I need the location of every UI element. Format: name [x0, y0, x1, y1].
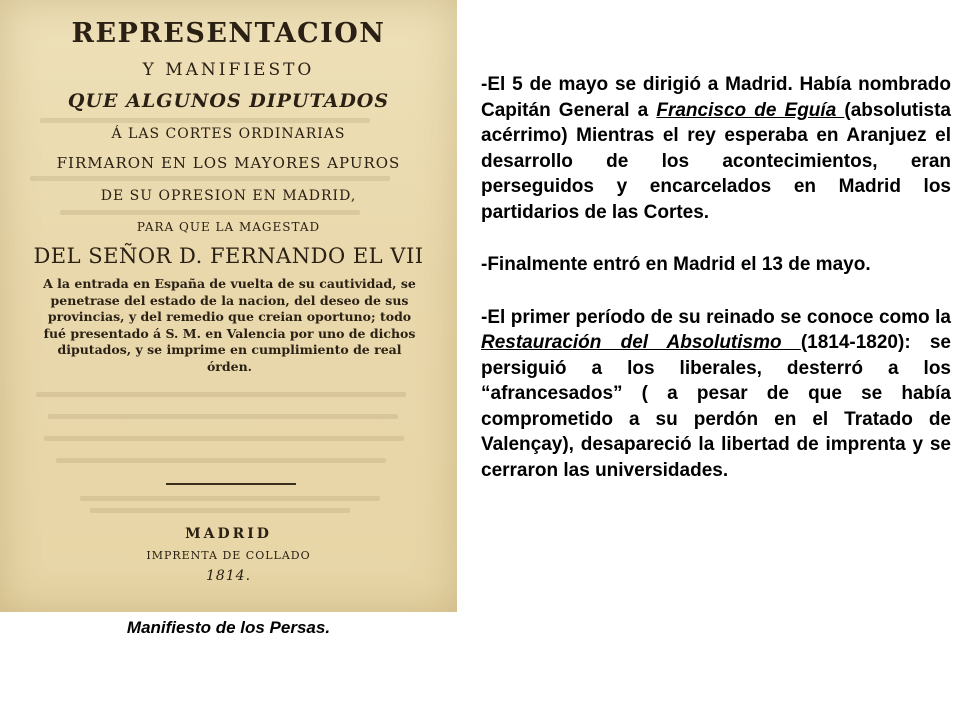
- title-page-line: Á LAS CORTES ORDINARIAS: [111, 126, 346, 142]
- francisco-de-eguia-link[interactable]: Francisco de Eguía: [656, 99, 845, 121]
- paragraph-text: -El primer período de su reinado se conoce como la: [481, 306, 951, 328]
- title-page-line: DEL SEÑOR D. FERNANDO EL VII: [33, 244, 424, 268]
- title-page-line: QUE ALGUNOS DIPUTADOS: [67, 90, 390, 112]
- title-page-line: REPRESENTACION: [71, 18, 386, 49]
- paragraph-restoration: [481, 305, 951, 484]
- title-page-line: Y MANIFIESTO: [142, 60, 315, 80]
- title-page-line: DE SU OPRESION EN MADRID,: [100, 188, 357, 204]
- title-page-paragraph: A la entrada en España de vuelta de su cautividad, se penetrase del estado de la nacion, del deseo de sus provincias, y del remedio que creian oportuno; todo fué presentado á S. M. en Valencia por uno de dichos diputados, y se imprime en cumplimiento de real órden.: [43, 276, 416, 374]
- title-page-line: FIRMARON EN LOS MAYORES APUROS: [56, 154, 401, 172]
- title-page-rule: [166, 483, 296, 485]
- paragraph-text: -El 5 de mayo se dirigió a Madrid. Había nombrado Capitán General a: [481, 74, 951, 121]
- paragraph-madrid-arrival: [481, 72, 951, 225]
- paragraph-text: (absolutista acérrimo) Mientras el rey esperaba en Aranjuez el desarrollo de los acontecimientos, eran perseguidos y encarcelados en Madrid los partidarios de las Cortes.: [481, 99, 951, 223]
- paragraph-text: (1814-1820): se persiguió a los liberales, desterró a los “afrancesados” ( a pesar de que se había comprometido a su perdón en el Tratado de Valençay), desapareció la libertad de imprenta y se cerraron las universidades.: [481, 332, 951, 481]
- title-page-line: PARA QUE LA MAGESTAD: [136, 220, 321, 234]
- body-text: [481, 72, 951, 510]
- imprint-year: 1814.: [205, 568, 252, 584]
- paragraph-entry-date: -Finalmente entró en Madrid el 13 de mayo.: [481, 254, 871, 275]
- image-caption: Manifiesto de los Persas.: [126, 618, 331, 637]
- imprint-printer: IMPRENTA DE COLLADO: [146, 549, 311, 562]
- restauracion-absolutismo-link[interactable]: Restauración del Absolutismo: [481, 332, 801, 353]
- manifiesto-title-page-image: [0, 0, 457, 612]
- imprint-city: MADRID: [185, 526, 272, 542]
